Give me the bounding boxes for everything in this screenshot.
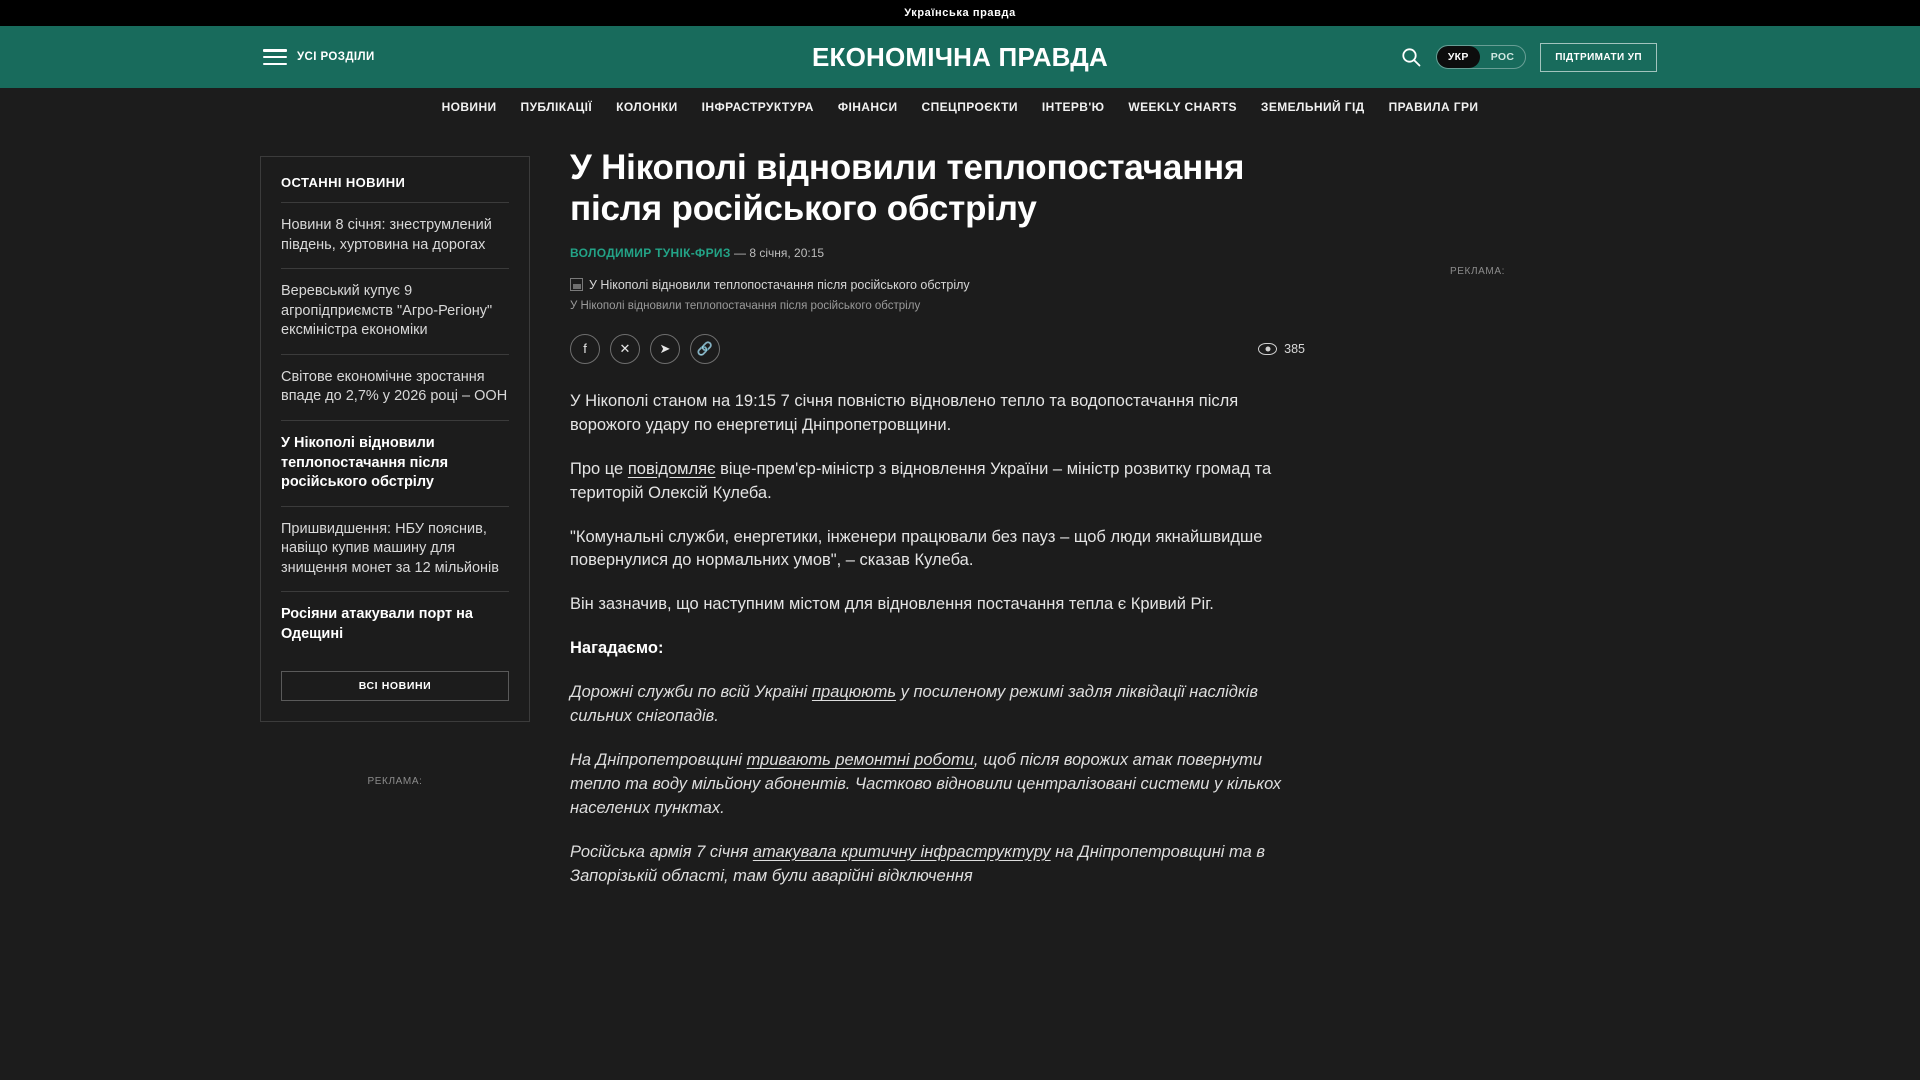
menu-label: УСІ РОЗДІЛИ: [297, 51, 375, 63]
article-image-alt: У Нікополі відновили теплопостачання після російського обстрілу: [589, 277, 970, 292]
article-paragraph: [570, 593, 1305, 617]
broken-image-icon: [570, 278, 583, 291]
nav-item-2[interactable]: КОЛОНКИ: [616, 100, 678, 114]
article-paragraph: [570, 526, 1305, 574]
list-item[interactable]: Новини 8 січня: знеструмлений південь, хуртовина на дорогах: [281, 202, 509, 268]
latest-news-title: ОСТАННІ НОВИНИ: [281, 175, 406, 190]
article-text: Російська армія 7 січня: [570, 842, 753, 861]
article-text: На Дніпропетровщині: [570, 751, 747, 770]
article-link[interactable]: тривають ремонтні роботи: [746, 751, 974, 770]
article-paragraph: [570, 681, 1305, 729]
list-item[interactable]: Пришвидшення: НБУ пояснив, навіщо купив машину для знищення монет за 12 мільйонів: [281, 506, 509, 592]
header-actions: [1400, 43, 1657, 72]
article-body: [570, 390, 1305, 889]
share-row: [570, 334, 1305, 364]
article-text: на Дніпропетровщині та в Запорізькій області, там були аварійні відключення: [570, 842, 1265, 885]
article-paragraph: [570, 841, 1305, 889]
main-nav: [0, 88, 1920, 126]
article-text: у посиленому режимі задля ліквідації наслідків сильних снігопадів.: [570, 683, 1258, 726]
article-link[interactable]: повідомляє: [627, 459, 716, 478]
nav-item-0[interactable]: НОВИНИ: [441, 100, 497, 114]
telegram-icon[interactable]: ➤: [650, 334, 680, 364]
support-button[interactable]: ПІДТРИМАТИ УП: [1540, 43, 1657, 72]
article-text: віце-прем'єр-міністр з відновлення України – міністр розвитку громад та територій Олексій Кулеба.: [570, 459, 1272, 502]
nav-item-9[interactable]: ПРАВИЛА ГРИ: [1388, 100, 1479, 114]
article-link[interactable]: працюють: [811, 683, 897, 702]
hamburger-icon: [263, 49, 287, 65]
page-content: [0, 126, 1920, 909]
byline: [570, 246, 1305, 260]
article-text: "Комунальні служби, енергетики, інженери працювали без пауз – щоб люди якнайшвидше повернулися до нормальних умов", – сказав Кулеба.: [570, 527, 1263, 570]
sidebar: [260, 126, 530, 909]
eye-icon: [1258, 343, 1277, 355]
nav-item-3[interactable]: ІНФРАСТРУКТУРА: [701, 100, 814, 114]
view-counter: [1258, 342, 1305, 356]
nav-item-5[interactable]: СПЕЦПРОЄКТИ: [921, 100, 1018, 114]
article-paragraph: [570, 637, 1305, 661]
nav-item-7[interactable]: WEEKLY CHARTS: [1128, 100, 1237, 114]
nav-item-6[interactable]: ІНТЕРВ'Ю: [1041, 100, 1105, 114]
list-item[interactable]: Світове економічне зростання впаде до 2,7% у 2026 році – ООН: [281, 354, 509, 420]
copy-link-icon[interactable]: 🔗: [690, 334, 720, 364]
facebook-icon[interactable]: f: [570, 334, 600, 364]
search-icon[interactable]: [1400, 46, 1422, 68]
list-item[interactable]: Росіяни атакували порт на Одещині: [281, 591, 509, 657]
latest-news-box: [260, 156, 530, 722]
all-news-button[interactable]: ВСІ НОВИНИ: [281, 671, 509, 701]
article-image-broken: [570, 278, 1305, 292]
browser-tab-title: Українська правда: [904, 7, 1016, 19]
page-title: У Нікополі відновили теплопостачання після російського обстрілу: [570, 148, 1245, 228]
article-date: — 8 січня, 20:15: [733, 245, 825, 260]
nav-item-1[interactable]: ПУБЛІКАЦІЇ: [520, 100, 593, 114]
sidebar-ad-label: РЕКЛАМА:: [367, 776, 423, 788]
right-ad-label: РЕКЛАМА:: [1450, 266, 1505, 277]
browser-tab-bar: [0, 0, 1920, 26]
views-count: 385: [1284, 341, 1305, 356]
article-link[interactable]: атакувала критичну інфраструктуру: [752, 842, 1051, 861]
article-image-caption: У Нікополі відновили теплопостачання після російського обстрілу: [570, 299, 921, 312]
list-item[interactable]: Веревський купує 9 агропідприємств "Агро-Регіону" ексміністра економіки: [281, 268, 509, 354]
lang-ru[interactable]: РОС: [1490, 51, 1515, 63]
article-paragraph: [570, 749, 1305, 821]
article-text: , щоб після ворожих атак повернути тепло та воду мільйону абонентів. Частково відновили централізовані системи у кількох населених пунктах.: [570, 751, 1282, 817]
article-text: Він зазначив, що наступним містом для відновлення постачання тепла є Кривий Ріг.: [570, 595, 1214, 614]
site-header: [0, 26, 1920, 88]
language-switcher[interactable]: [1436, 45, 1526, 69]
site-logo[interactable]: ЕКОНОМІЧНА ПРАВДА: [811, 41, 1109, 72]
x-twitter-icon[interactable]: ✕: [610, 334, 640, 364]
article: [570, 126, 1305, 909]
nav-item-8[interactable]: ЗЕМЕЛЬНИЙ ГІД: [1260, 100, 1365, 114]
menu-button[interactable]: [263, 49, 375, 65]
article-text: Про це: [570, 459, 628, 478]
article-text: Дорожні служби по всій Україні: [570, 683, 812, 702]
article-author[interactable]: ВОЛОДИМИР ТУНІК-ФРИЗ: [570, 245, 731, 260]
article-text: Нагадаємо:: [570, 639, 664, 658]
nav-item-4[interactable]: ФІНАНСИ: [837, 100, 898, 114]
lang-uk[interactable]: УКР: [1437, 46, 1480, 68]
article-text: У Нікополі станом на 19:15 7 січня повністю відновлено тепло та водопостачання після ворожого удару по енергетиці Дніпропетровщини.: [570, 391, 1239, 434]
share-buttons: [570, 334, 720, 364]
article-paragraph: [570, 458, 1305, 506]
article-paragraph: [570, 390, 1305, 438]
list-item-active[interactable]: У Нікополі відновили теплопостачання після російського обстрілу: [281, 420, 509, 506]
